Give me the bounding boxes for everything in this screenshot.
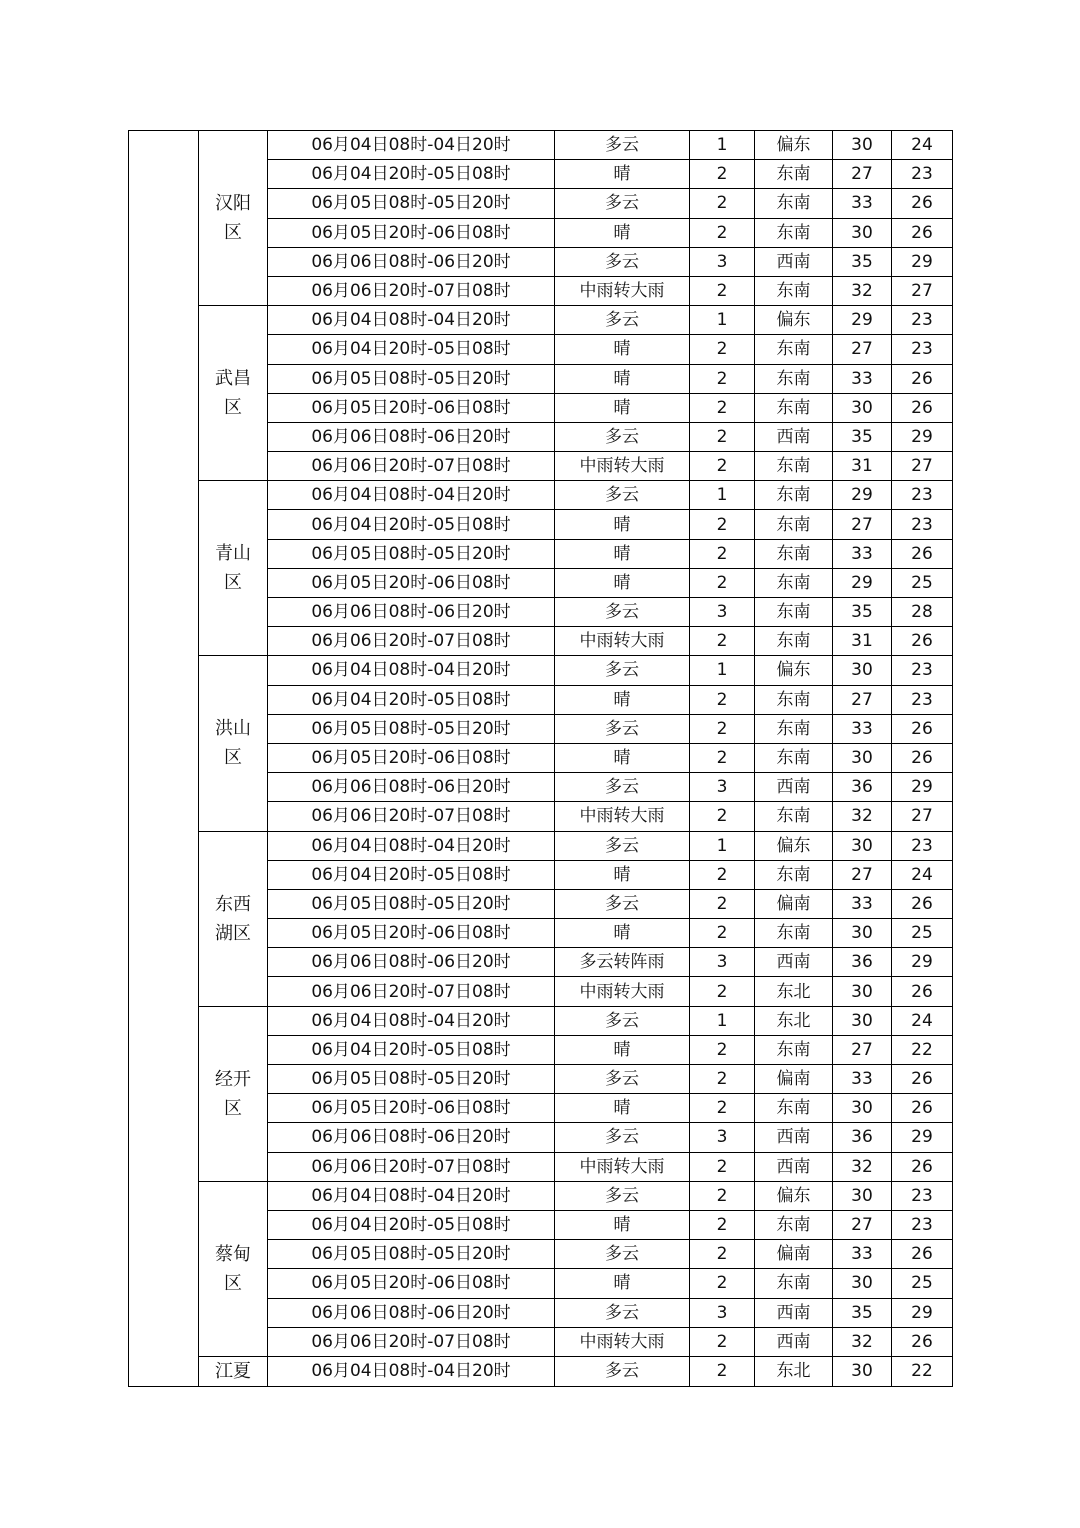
- max-temp-cell: 27: [833, 1035, 892, 1064]
- wind-level-cell: 2: [690, 189, 755, 218]
- max-temp-cell: 29: [833, 306, 892, 335]
- weather-cell: 晴: [555, 1269, 690, 1298]
- wind-level-cell: 2: [690, 393, 755, 422]
- max-temp-cell: 32: [833, 1152, 892, 1181]
- time-period-cell: 06月05日08时-05日20时: [268, 189, 555, 218]
- table-row: [129, 481, 953, 510]
- max-temp-cell: 35: [833, 247, 892, 276]
- table-row: [129, 831, 953, 860]
- wind-level-cell: 2: [690, 335, 755, 364]
- wind-direction-cell: 东南: [755, 481, 833, 510]
- wind-level-cell: 2: [690, 685, 755, 714]
- time-period-cell: 06月05日20时-06日08时: [268, 393, 555, 422]
- wind-direction-cell: 东南: [755, 1094, 833, 1123]
- wind-direction-cell: 东南: [755, 802, 833, 831]
- wind-direction-cell: 东南: [755, 393, 833, 422]
- weather-cell: 晴: [555, 160, 690, 189]
- wind-level-cell: 2: [690, 860, 755, 889]
- time-period-cell: 06月04日20时-05日08时: [268, 335, 555, 364]
- table-body: [129, 131, 953, 1387]
- wind-level-cell: 2: [690, 1181, 755, 1210]
- min-temp-cell: 29: [892, 247, 953, 276]
- wind-direction-cell: 偏东: [755, 831, 833, 860]
- weather-cell: 晴: [555, 919, 690, 948]
- min-temp-cell: 22: [892, 1356, 953, 1386]
- wind-level-cell: 1: [690, 481, 755, 510]
- table-row: [129, 306, 953, 335]
- min-temp-cell: 23: [892, 831, 953, 860]
- min-temp-cell: 29: [892, 1298, 953, 1327]
- max-temp-cell: 30: [833, 831, 892, 860]
- time-period-cell: 06月05日08时-05日20时: [268, 364, 555, 393]
- min-temp-cell: 27: [892, 802, 953, 831]
- max-temp-cell: 29: [833, 568, 892, 597]
- time-period-cell: 06月06日08时-06日20时: [268, 247, 555, 276]
- min-temp-cell: 27: [892, 452, 953, 481]
- min-temp-cell: 23: [892, 335, 953, 364]
- weather-cell: 晴: [555, 539, 690, 568]
- wind-level-cell: 3: [690, 1298, 755, 1327]
- wind-direction-cell: 东南: [755, 1210, 833, 1239]
- max-temp-cell: 30: [833, 1094, 892, 1123]
- min-temp-cell: 23: [892, 1181, 953, 1210]
- weather-cell: 多云: [555, 481, 690, 510]
- wind-level-cell: 2: [690, 627, 755, 656]
- time-period-cell: 06月06日08时-06日20时: [268, 948, 555, 977]
- wind-level-cell: 1: [690, 656, 755, 685]
- wind-direction-cell: 东南: [755, 510, 833, 539]
- wind-direction-cell: 东南: [755, 189, 833, 218]
- weather-cell: 多云: [555, 189, 690, 218]
- weather-cell: 晴: [555, 1035, 690, 1064]
- max-temp-cell: 30: [833, 919, 892, 948]
- wind-direction-cell: 偏东: [755, 1181, 833, 1210]
- time-period-cell: 06月06日20时-07日08时: [268, 1152, 555, 1181]
- time-period-cell: 06月05日20时-06日08时: [268, 919, 555, 948]
- weather-cell: 晴: [555, 685, 690, 714]
- wind-direction-cell: 西南: [755, 422, 833, 451]
- wind-direction-cell: 东南: [755, 627, 833, 656]
- wind-direction-cell: 偏南: [755, 1065, 833, 1094]
- max-temp-cell: 35: [833, 598, 892, 627]
- weather-cell: 中雨转大雨: [555, 627, 690, 656]
- min-temp-cell: 26: [892, 539, 953, 568]
- weather-cell: 多云: [555, 306, 690, 335]
- wind-level-cell: 2: [690, 539, 755, 568]
- time-period-cell: 06月05日08时-05日20时: [268, 1240, 555, 1269]
- wind-direction-cell: 偏东: [755, 306, 833, 335]
- wind-level-cell: 2: [690, 714, 755, 743]
- wind-direction-cell: 偏南: [755, 889, 833, 918]
- wind-level-cell: 1: [690, 306, 755, 335]
- wind-level-cell: 2: [690, 1240, 755, 1269]
- weather-cell: 晴: [555, 364, 690, 393]
- wind-direction-cell: 东南: [755, 539, 833, 568]
- district-name-cell: 汉阳区: [199, 131, 268, 306]
- wind-direction-cell: 东南: [755, 1035, 833, 1064]
- max-temp-cell: 33: [833, 539, 892, 568]
- weather-cell: 多云: [555, 773, 690, 802]
- time-period-cell: 06月04日08时-04日20时: [268, 131, 555, 160]
- time-period-cell: 06月04日20时-05日08时: [268, 510, 555, 539]
- weather-cell: 晴: [555, 1210, 690, 1239]
- weather-cell: 中雨转大雨: [555, 977, 690, 1006]
- time-period-cell: 06月06日08时-06日20时: [268, 598, 555, 627]
- wind-level-cell: 2: [690, 422, 755, 451]
- min-temp-cell: 26: [892, 364, 953, 393]
- wind-direction-cell: 东南: [755, 568, 833, 597]
- min-temp-cell: 23: [892, 656, 953, 685]
- table-row: [129, 1181, 953, 1210]
- table-row: [129, 131, 953, 160]
- max-temp-cell: 27: [833, 335, 892, 364]
- max-temp-cell: 32: [833, 276, 892, 305]
- weather-cell: 多云: [555, 1240, 690, 1269]
- time-period-cell: 06月05日20时-06日08时: [268, 743, 555, 772]
- min-temp-cell: 23: [892, 306, 953, 335]
- min-temp-cell: 29: [892, 422, 953, 451]
- weather-cell: 多云: [555, 247, 690, 276]
- time-period-cell: 06月05日20时-06日08时: [268, 218, 555, 247]
- time-period-cell: 06月04日20时-05日08时: [268, 160, 555, 189]
- min-temp-cell: 24: [892, 1006, 953, 1035]
- max-temp-cell: 35: [833, 422, 892, 451]
- wind-level-cell: 2: [690, 160, 755, 189]
- wind-direction-cell: 东南: [755, 598, 833, 627]
- min-temp-cell: 26: [892, 393, 953, 422]
- district-name-cell: 洪山区: [199, 656, 268, 831]
- wind-level-cell: 3: [690, 1123, 755, 1152]
- district-name-cell: 江夏: [199, 1356, 268, 1386]
- wind-level-cell: 2: [690, 977, 755, 1006]
- wind-level-cell: 2: [690, 276, 755, 305]
- weather-cell: 多云: [555, 598, 690, 627]
- max-temp-cell: 30: [833, 656, 892, 685]
- district-name-cell: 东西湖区: [199, 831, 268, 1006]
- min-temp-cell: 22: [892, 1035, 953, 1064]
- wind-level-cell: 3: [690, 773, 755, 802]
- time-period-cell: 06月06日20时-07日08时: [268, 1327, 555, 1356]
- wind-level-cell: 2: [690, 1327, 755, 1356]
- wind-direction-cell: 西南: [755, 1298, 833, 1327]
- weather-cell: 多云: [555, 1065, 690, 1094]
- wind-direction-cell: 东南: [755, 860, 833, 889]
- max-temp-cell: 30: [833, 1269, 892, 1298]
- max-temp-cell: 32: [833, 802, 892, 831]
- district-name-cell: 青山区: [199, 481, 268, 656]
- time-period-cell: 06月06日20时-07日08时: [268, 627, 555, 656]
- max-temp-cell: 31: [833, 452, 892, 481]
- min-temp-cell: 23: [892, 481, 953, 510]
- min-temp-cell: 25: [892, 919, 953, 948]
- min-temp-cell: 27: [892, 276, 953, 305]
- weather-cell: 多云: [555, 831, 690, 860]
- time-period-cell: 06月06日08时-06日20时: [268, 773, 555, 802]
- wind-level-cell: 2: [690, 743, 755, 772]
- time-period-cell: 06月06日08时-06日20时: [268, 1298, 555, 1327]
- max-temp-cell: 27: [833, 860, 892, 889]
- min-temp-cell: 24: [892, 131, 953, 160]
- wind-level-cell: 2: [690, 802, 755, 831]
- wind-direction-cell: 东南: [755, 335, 833, 364]
- min-temp-cell: 26: [892, 977, 953, 1006]
- wind-direction-cell: 西南: [755, 247, 833, 276]
- wind-direction-cell: 东南: [755, 452, 833, 481]
- weather-cell: 多云: [555, 1356, 690, 1386]
- weather-cell: 中雨转大雨: [555, 1152, 690, 1181]
- wind-level-cell: 2: [690, 1356, 755, 1386]
- min-temp-cell: 26: [892, 218, 953, 247]
- max-temp-cell: 33: [833, 1240, 892, 1269]
- weather-cell: 中雨转大雨: [555, 1327, 690, 1356]
- weather-cell: 晴: [555, 568, 690, 597]
- time-period-cell: 06月04日08时-04日20时: [268, 831, 555, 860]
- time-period-cell: 06月04日08时-04日20时: [268, 656, 555, 685]
- wind-direction-cell: 东北: [755, 1356, 833, 1386]
- time-period-cell: 06月05日08时-05日20时: [268, 539, 555, 568]
- weather-cell: 中雨转大雨: [555, 452, 690, 481]
- table-row: [129, 1006, 953, 1035]
- time-period-cell: 06月06日20时-07日08时: [268, 452, 555, 481]
- time-period-cell: 06月05日08时-05日20时: [268, 889, 555, 918]
- min-temp-cell: 26: [892, 627, 953, 656]
- max-temp-cell: 27: [833, 1210, 892, 1239]
- time-period-cell: 06月05日20时-06日08时: [268, 1094, 555, 1123]
- wind-direction-cell: 东南: [755, 714, 833, 743]
- time-period-cell: 06月05日08时-05日20时: [268, 1065, 555, 1094]
- wind-level-cell: 2: [690, 568, 755, 597]
- time-period-cell: 06月06日08时-06日20时: [268, 1123, 555, 1152]
- min-temp-cell: 26: [892, 1327, 953, 1356]
- min-temp-cell: 29: [892, 948, 953, 977]
- wind-level-cell: 2: [690, 1269, 755, 1298]
- max-temp-cell: 36: [833, 773, 892, 802]
- wind-direction-cell: 西南: [755, 773, 833, 802]
- max-temp-cell: 30: [833, 1006, 892, 1035]
- min-temp-cell: 26: [892, 1152, 953, 1181]
- max-temp-cell: 30: [833, 977, 892, 1006]
- wind-direction-cell: 东南: [755, 919, 833, 948]
- wind-level-cell: 2: [690, 1035, 755, 1064]
- max-temp-cell: 30: [833, 218, 892, 247]
- district-name-cell: 武昌区: [199, 306, 268, 481]
- wind-direction-cell: 东南: [755, 1269, 833, 1298]
- wind-level-cell: 2: [690, 1210, 755, 1239]
- wind-level-cell: 2: [690, 218, 755, 247]
- weather-cell: 多云: [555, 1181, 690, 1210]
- wind-direction-cell: 东南: [755, 218, 833, 247]
- max-temp-cell: 36: [833, 1123, 892, 1152]
- weather-cell: 多云转阵雨: [555, 948, 690, 977]
- max-temp-cell: 30: [833, 393, 892, 422]
- max-temp-cell: 30: [833, 1356, 892, 1386]
- time-period-cell: 06月05日08时-05日20时: [268, 714, 555, 743]
- time-period-cell: 06月04日20时-05日08时: [268, 1035, 555, 1064]
- min-temp-cell: 26: [892, 889, 953, 918]
- time-period-cell: 06月04日08时-04日20时: [268, 481, 555, 510]
- wind-direction-cell: 西南: [755, 1327, 833, 1356]
- time-period-cell: 06月04日08时-04日20时: [268, 1006, 555, 1035]
- wind-level-cell: 2: [690, 510, 755, 539]
- min-temp-cell: 29: [892, 773, 953, 802]
- wind-level-cell: 3: [690, 598, 755, 627]
- max-temp-cell: 36: [833, 948, 892, 977]
- wind-level-cell: 1: [690, 131, 755, 160]
- weather-cell: 多云: [555, 131, 690, 160]
- min-temp-cell: 29: [892, 1123, 953, 1152]
- max-temp-cell: 33: [833, 714, 892, 743]
- max-temp-cell: 32: [833, 1327, 892, 1356]
- forecast-table: [128, 130, 953, 1387]
- region-column-cell: [129, 131, 199, 1387]
- max-temp-cell: 27: [833, 160, 892, 189]
- wind-direction-cell: 东北: [755, 1006, 833, 1035]
- weather-cell: 晴: [555, 510, 690, 539]
- wind-direction-cell: 东南: [755, 160, 833, 189]
- weather-cell: 晴: [555, 335, 690, 364]
- wind-direction-cell: 西南: [755, 1123, 833, 1152]
- weather-cell: 晴: [555, 860, 690, 889]
- wind-direction-cell: 偏南: [755, 1240, 833, 1269]
- weather-cell: 晴: [555, 218, 690, 247]
- min-temp-cell: 26: [892, 714, 953, 743]
- wind-level-cell: 2: [690, 1094, 755, 1123]
- wind-level-cell: 2: [690, 452, 755, 481]
- min-temp-cell: 28: [892, 598, 953, 627]
- min-temp-cell: 26: [892, 743, 953, 772]
- max-temp-cell: 35: [833, 1298, 892, 1327]
- weather-cell: 多云: [555, 714, 690, 743]
- max-temp-cell: 33: [833, 189, 892, 218]
- min-temp-cell: 23: [892, 510, 953, 539]
- table-row: [129, 656, 953, 685]
- weather-cell: 多云: [555, 656, 690, 685]
- time-period-cell: 06月04日08时-04日20时: [268, 306, 555, 335]
- time-period-cell: 06月06日20时-07日08时: [268, 802, 555, 831]
- time-period-cell: 06月05日20时-06日08时: [268, 568, 555, 597]
- weather-cell: 晴: [555, 1094, 690, 1123]
- wind-direction-cell: 偏东: [755, 656, 833, 685]
- max-temp-cell: 33: [833, 1065, 892, 1094]
- min-temp-cell: 23: [892, 160, 953, 189]
- wind-level-cell: 1: [690, 1006, 755, 1035]
- weather-cell: 多云: [555, 1123, 690, 1152]
- max-temp-cell: 33: [833, 364, 892, 393]
- weather-cell: 多云: [555, 422, 690, 451]
- time-period-cell: 06月04日20时-05日08时: [268, 860, 555, 889]
- wind-direction-cell: 东南: [755, 685, 833, 714]
- wind-direction-cell: 东北: [755, 977, 833, 1006]
- max-temp-cell: 30: [833, 131, 892, 160]
- time-period-cell: 06月04日20时-05日08时: [268, 685, 555, 714]
- max-temp-cell: 27: [833, 685, 892, 714]
- wind-level-cell: 2: [690, 919, 755, 948]
- min-temp-cell: 26: [892, 1094, 953, 1123]
- max-temp-cell: 30: [833, 1181, 892, 1210]
- time-period-cell: 06月04日20时-05日08时: [268, 1210, 555, 1239]
- weather-cell: 晴: [555, 393, 690, 422]
- max-temp-cell: 29: [833, 481, 892, 510]
- wind-level-cell: 2: [690, 889, 755, 918]
- min-temp-cell: 24: [892, 860, 953, 889]
- weather-cell: 多云: [555, 1006, 690, 1035]
- weather-cell: 多云: [555, 889, 690, 918]
- weather-cell: 中雨转大雨: [555, 276, 690, 305]
- wind-level-cell: 1: [690, 831, 755, 860]
- time-period-cell: 06月06日08时-06日20时: [268, 422, 555, 451]
- min-temp-cell: 23: [892, 1210, 953, 1239]
- min-temp-cell: 26: [892, 189, 953, 218]
- weather-cell: 中雨转大雨: [555, 802, 690, 831]
- district-name-cell: 经开区: [199, 1006, 268, 1181]
- min-temp-cell: 26: [892, 1240, 953, 1269]
- wind-level-cell: 3: [690, 247, 755, 276]
- wind-direction-cell: 东南: [755, 364, 833, 393]
- wind-direction-cell: 东南: [755, 276, 833, 305]
- wind-level-cell: 2: [690, 1152, 755, 1181]
- min-temp-cell: 26: [892, 1065, 953, 1094]
- wind-direction-cell: 西南: [755, 1152, 833, 1181]
- district-name-cell: 蔡甸区: [199, 1181, 268, 1356]
- weather-cell: 多云: [555, 1298, 690, 1327]
- time-period-cell: 06月06日20时-07日08时: [268, 276, 555, 305]
- min-temp-cell: 25: [892, 568, 953, 597]
- wind-level-cell: 2: [690, 364, 755, 393]
- wind-level-cell: 3: [690, 948, 755, 977]
- time-period-cell: 06月04日08时-04日20时: [268, 1356, 555, 1386]
- weather-cell: 晴: [555, 743, 690, 772]
- max-temp-cell: 30: [833, 743, 892, 772]
- min-temp-cell: 23: [892, 685, 953, 714]
- max-temp-cell: 33: [833, 889, 892, 918]
- max-temp-cell: 31: [833, 627, 892, 656]
- max-temp-cell: 27: [833, 510, 892, 539]
- time-period-cell: 06月04日08时-04日20时: [268, 1181, 555, 1210]
- time-period-cell: 06月05日20时-06日08时: [268, 1269, 555, 1298]
- min-temp-cell: 25: [892, 1269, 953, 1298]
- wind-direction-cell: 西南: [755, 948, 833, 977]
- wind-direction-cell: 偏东: [755, 131, 833, 160]
- time-period-cell: 06月06日20时-07日08时: [268, 977, 555, 1006]
- wind-direction-cell: 东南: [755, 743, 833, 772]
- table-row: [129, 1356, 953, 1386]
- wind-level-cell: 2: [690, 1065, 755, 1094]
